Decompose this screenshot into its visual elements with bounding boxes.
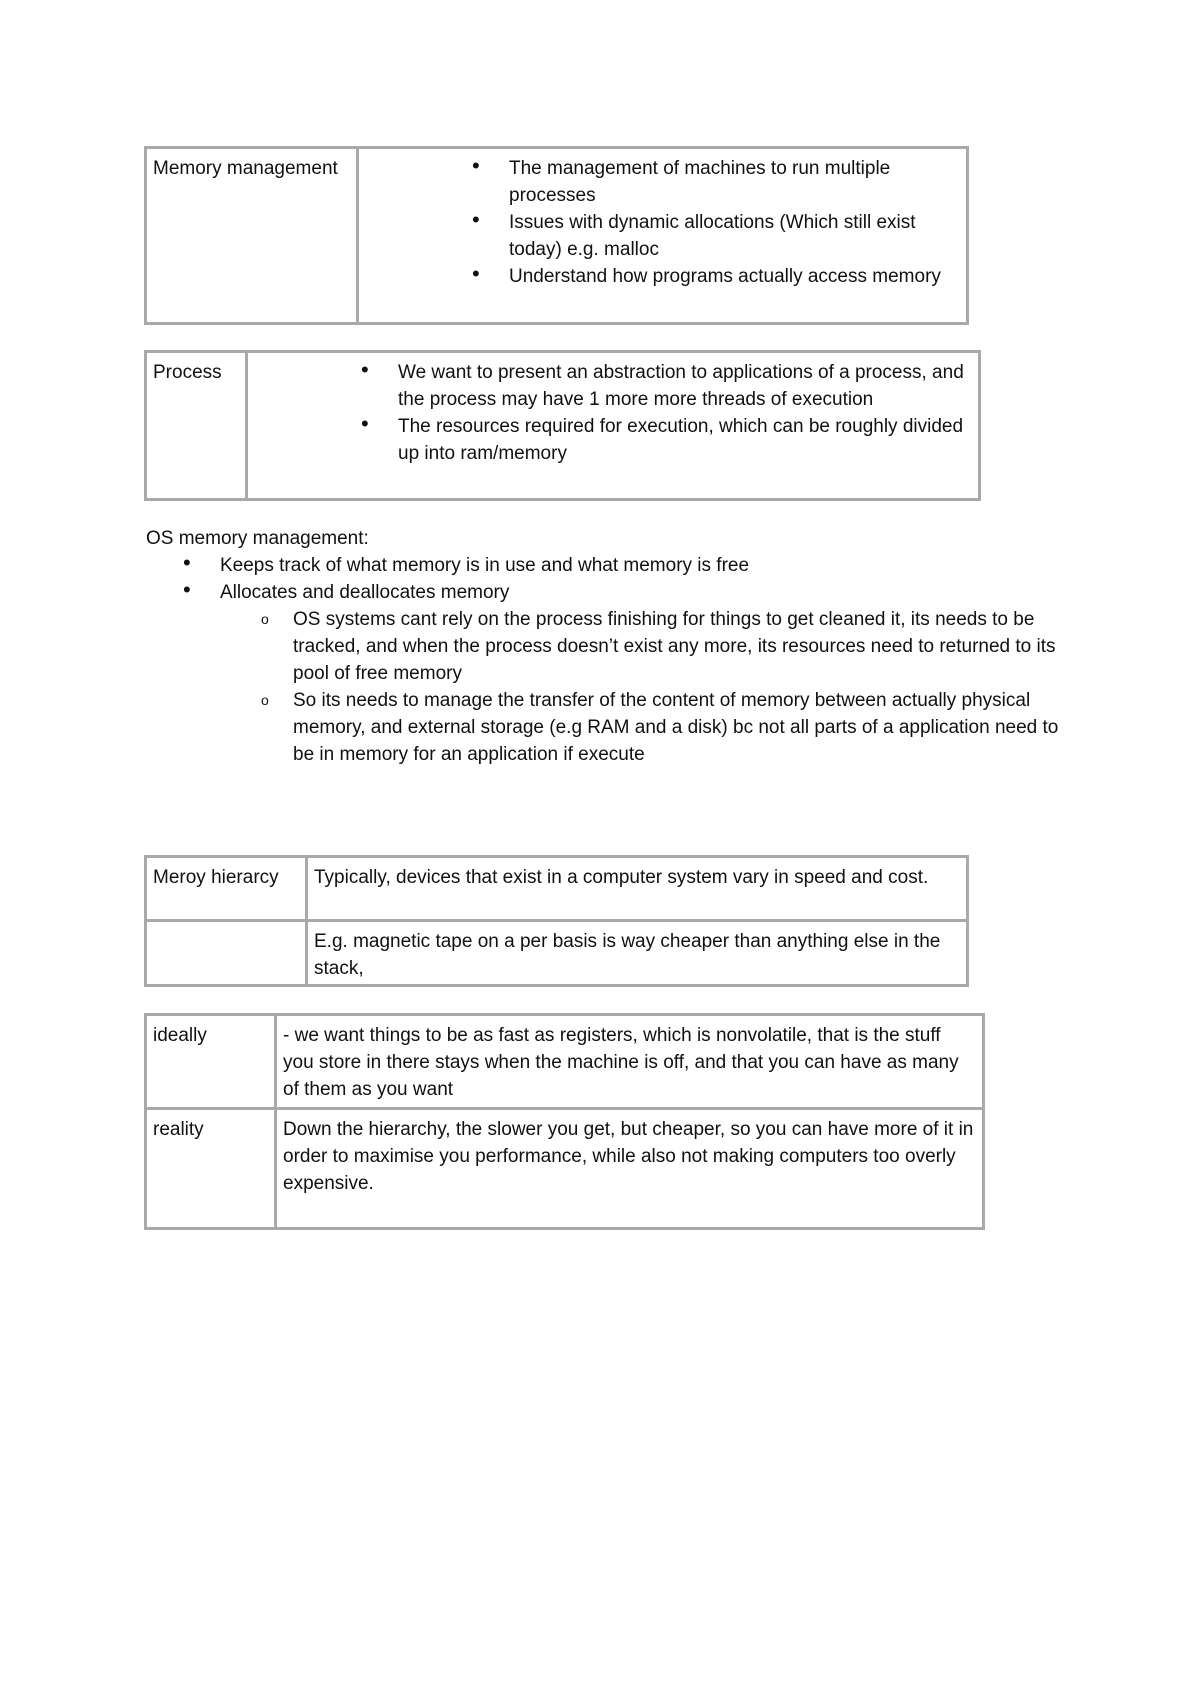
circle-bullet-icon: o — [261, 692, 269, 708]
hierarchy-text-cell: E.g. magnetic tape on a per basis is way cheaper than anything else in the stack, — [307, 921, 968, 986]
table-row — [146, 352, 980, 500]
os-memory-management-section — [146, 525, 1066, 768]
reality-text-cell: Down the hierarchy, the slower you get, but cheaper, so you can have more of it in order to maximise you performance, while also not making computers too overly expensive. — [276, 1109, 984, 1229]
bullet-icon: • — [472, 207, 480, 232]
ideal-reality-table — [144, 1013, 985, 1230]
memory-hierarchy-table — [144, 855, 969, 987]
hierarchy-label-cell: Meroy hierarcy — [146, 857, 307, 921]
list-item: • The resources required for execution, which can be roughly divided up into ram/memory — [361, 411, 964, 464]
list-item: • The management of machines to run multiple processes — [472, 153, 891, 206]
section-heading: OS memory management: — [146, 528, 369, 549]
memory-management-label: Memory management — [153, 158, 338, 179]
table-row — [146, 1109, 984, 1229]
circle-bullet-icon: o — [261, 611, 269, 627]
list-item: • Understand how programs actually access memory — [472, 261, 941, 287]
list-item: o So its needs to manage the transfer of the content of memory between actually physical memory, and external storage (e.g RAM and a disk) bc not all parts of a application need to be in memory for an application if execute — [293, 687, 1066, 768]
memory-management-table — [144, 146, 969, 325]
bullet-icon: • — [183, 550, 191, 575]
memory-management-bullet-list — [472, 153, 960, 290]
process-bullet-list — [361, 357, 972, 467]
ideal-text-cell: - we want things to be as fast as registers, which is nonvolatile, that is the stuff you store in there stays when the machine is off, and that you can have as many of them as you want — [276, 1015, 984, 1109]
list-item: o OS systems cant rely on the process finishing for things to get cleaned it, its needs to be tracked, and when the process doesn’t exist any more, its resources need to returned to its pool of free memory — [293, 606, 1066, 687]
bullet-icon: • — [361, 411, 369, 436]
list-item: • Allocates and deallocates memory — [183, 577, 510, 603]
process-label: Process — [153, 362, 222, 383]
memory-management-label-cell — [146, 148, 358, 324]
hierarchy-text-cell: Typically, devices that exist in a computer system vary in speed and cost. — [307, 857, 968, 921]
bullet-icon: • — [183, 577, 191, 602]
hierarchy-label-cell — [146, 921, 307, 986]
bullet-icon: • — [361, 357, 369, 382]
os-sub-bullet-list — [146, 606, 1066, 768]
list-item: • We want to present an abstraction to applications of a process, and the process may have 1 more more threads of execution — [361, 357, 964, 410]
os-bullet-list — [146, 552, 1066, 606]
table-row — [146, 857, 968, 921]
memory-management-bullets-cell — [358, 148, 968, 324]
list-item: • Keeps track of what memory is in use and what memory is free — [183, 550, 750, 576]
table-row — [146, 1015, 984, 1109]
bullet-icon: • — [472, 261, 480, 286]
ideal-label-cell: ideally — [146, 1015, 276, 1109]
table-row — [146, 921, 968, 986]
reality-label-cell: reality — [146, 1109, 276, 1229]
list-item: • Issues with dynamic allocations (Which still exist today) e.g. malloc — [472, 207, 916, 260]
bullet-icon: • — [472, 153, 480, 178]
process-table — [144, 350, 981, 501]
process-label-cell — [146, 352, 247, 500]
process-bullets-cell — [247, 352, 980, 500]
table-row — [146, 148, 968, 324]
